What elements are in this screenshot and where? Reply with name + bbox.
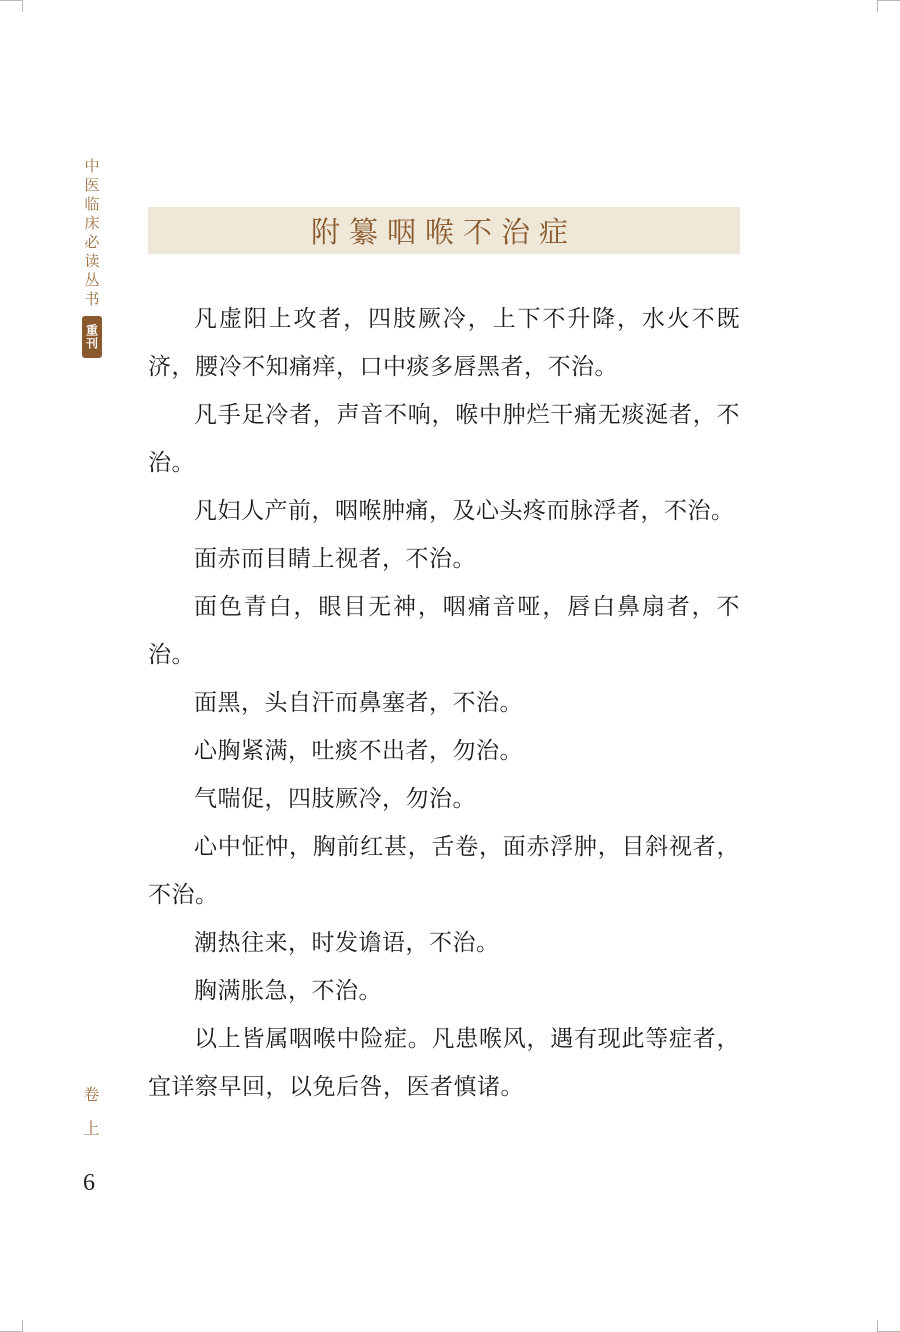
crop-mark-top-right bbox=[878, 0, 900, 1]
crop-mark-bottom-right-vertical bbox=[877, 1320, 878, 1332]
page-number: 6 bbox=[83, 1170, 95, 1196]
paragraph-8: 气喘促，四肢厥冷，勿治。 bbox=[194, 786, 476, 812]
section-heading-band bbox=[148, 207, 740, 254]
series-title: 中医临床必读丛书 bbox=[82, 158, 101, 310]
body-text bbox=[148, 295, 740, 1111]
seal-text: 重刊 bbox=[84, 324, 99, 350]
paragraph-10: 潮热往来，时发谵语，不治。 bbox=[194, 930, 500, 956]
paragraph-2: 凡手足冷者，声音不响，喉中肿烂干痛无痰涎者，不治。 bbox=[148, 402, 740, 476]
paragraph-11: 胸满胀急，不治。 bbox=[194, 978, 382, 1004]
seal-stamp bbox=[82, 316, 102, 358]
volume-label: 卷上 bbox=[81, 1086, 100, 1154]
paragraph-6: 面黑，头自汗而鼻塞者，不治。 bbox=[194, 690, 523, 716]
crop-mark-top-right-vertical bbox=[877, 0, 878, 12]
paragraph-3: 凡妇人产前，咽喉肿痛，及心头疼而脉浮者，不治。 bbox=[194, 498, 735, 524]
paragraph-7: 心胸紧满，吐痰不出者，勿治。 bbox=[194, 738, 523, 764]
series-margin bbox=[81, 158, 103, 358]
crop-mark-bottom-left-vertical bbox=[22, 1320, 23, 1332]
crop-mark-top-left-vertical bbox=[22, 0, 23, 12]
section-heading: 附纂咽喉不治症 bbox=[310, 215, 577, 249]
crop-mark-top-left bbox=[0, 0, 22, 1]
paragraph-9: 心中怔忡，胸前红甚，舌卷，面赤浮肿，目斜视者，不治。 bbox=[148, 834, 740, 908]
paragraph-12: 以上皆属咽喉中险症。凡患喉风，遇有现此等症者，宜详察早回，以免后咎，医者慎诸。 bbox=[148, 1026, 740, 1100]
paragraph-1: 凡虚阳上攻者，四肢厥冷，上下不升降，水火不既济，腰冷不知痛痒，口中痰多唇黑者，不治。 bbox=[148, 306, 740, 380]
paragraph-4: 面赤而目睛上视者，不治。 bbox=[194, 546, 476, 572]
paragraph-5: 面色青白，眼目无神，咽痛音哑，唇白鼻扇者，不治。 bbox=[148, 594, 740, 668]
